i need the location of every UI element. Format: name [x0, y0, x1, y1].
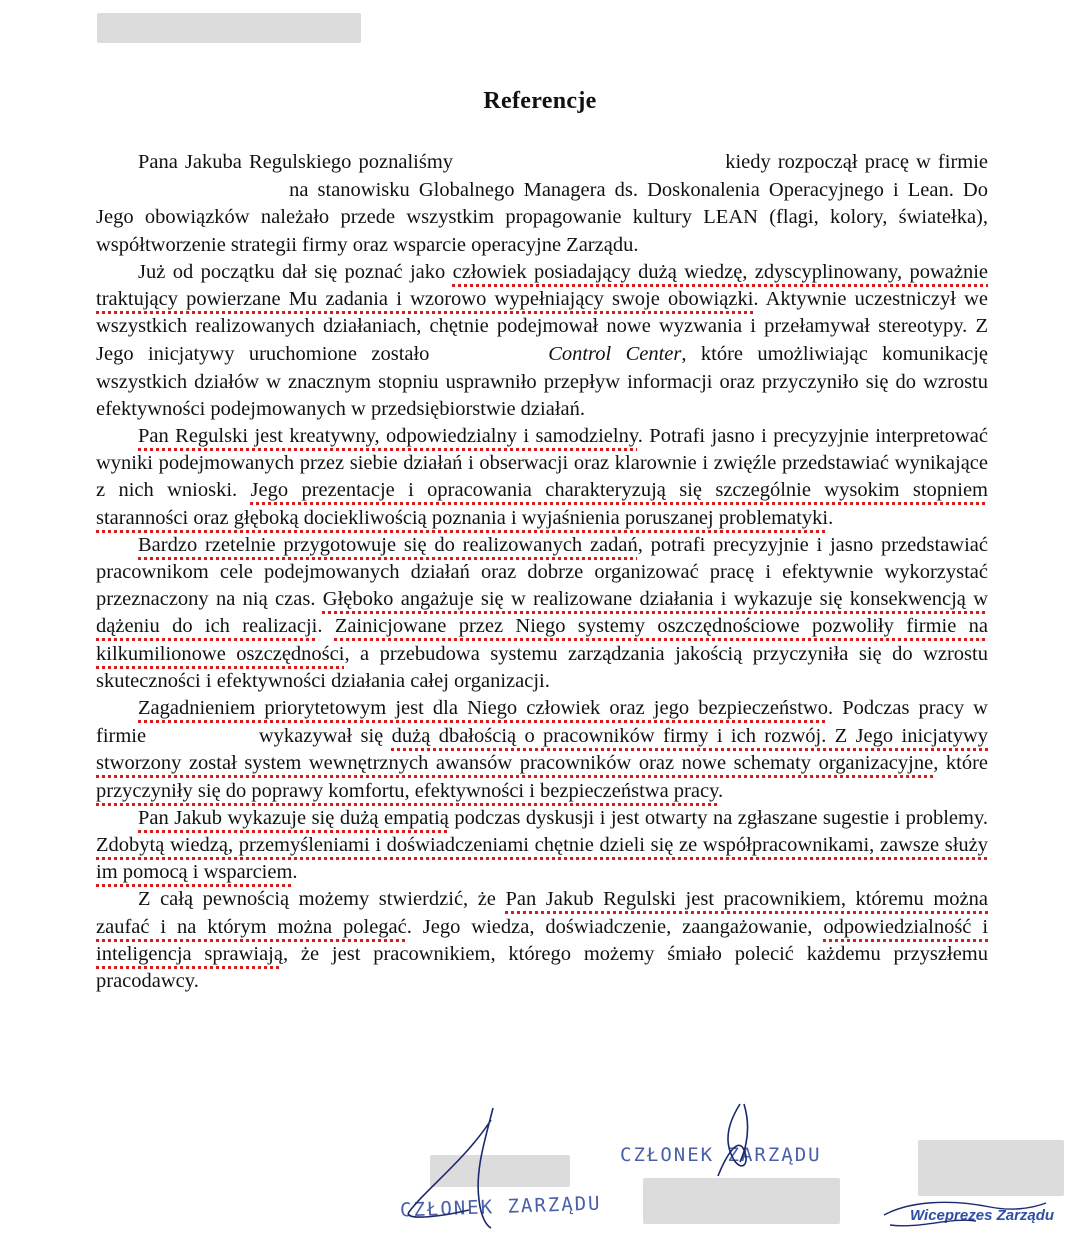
p4-highlight-1: Bardzo rzetelnie przygotowuje się do realizowanych zadań	[138, 533, 638, 556]
signature-3-icon	[880, 1195, 1050, 1235]
p7-text-a: Z całą pewnością możemy stwierdzić, że	[138, 888, 496, 911]
p5-highlight-2: dużą dbałością o pracowników firmy i ich rozwój. Z Jego inicjatywy stworzony został system wewnętrznych awansów pracowników oraz nowe schematy organizacyjne	[96, 725, 989, 775]
p4-text-b: .	[317, 615, 323, 638]
p7-text-c: , że jest pracownikiem, którego możemy śmiało polecić każdemu przyszłemu pracodawcy.	[96, 942, 988, 993]
control-center-term: Control Center	[548, 343, 682, 366]
stamp-vice-president: Wiceprezes Zarządu	[910, 1207, 1055, 1224]
letter-body	[96, 148, 988, 995]
redacted-signatory-2	[643, 1178, 840, 1224]
p1-text-c: na stanowisku Globalnego Managera ds. Doskonalenia Operacyjnego i Lean. Do Jego obowiązków należało przede wszystkim propagowanie kultury LEAN (flagi, kolory, światełka), współtworzenie strategii firmy oraz wsparcie operacyjne Zarządu.	[96, 179, 988, 256]
redacted-company	[96, 176, 280, 202]
paragraph-7	[96, 886, 988, 995]
paragraph-5	[96, 695, 988, 805]
paragraph-1	[96, 148, 988, 259]
p6-highlight-1: Pan Jakub wykazuje się dużą empatią	[138, 806, 449, 829]
signature-2-icon	[700, 1100, 780, 1180]
paragraph-2	[96, 259, 988, 423]
p6-highlight-2: Zdobytą wiedzą, przemyśleniami i doświadczeniami chętnie dzieli się ze współpracownikami, zawsze służy im pomocą i wsparciem	[96, 834, 988, 884]
p2-text-d: , które umożliwiając komunikację wszystkich działów w znacznym stopniu usprawniło przepływ informacji oraz przyczyniło się do wzrostu efektywności podejmowanych w przedsiębiorstwie działań.	[96, 343, 989, 420]
p4-highlight-3: Zainicjowane przez Niego systemy oszczędnościowe pozwoliły firmie na kilkumilionowe oszczędności	[96, 615, 989, 665]
p6-text-a: podczas dyskusji i jest otwarty na zgłaszane sugestie i problemy.	[448, 806, 988, 829]
p5-text-b: wykazywał się	[258, 725, 384, 748]
p3-text-b: .	[828, 506, 834, 529]
p1-text-b: kiedy rozpoczął pracę w firmie	[725, 151, 989, 173]
p6-text-b: .	[292, 861, 298, 884]
p3-text-a: . Potrafi jasno i precyzyjnie interpretować wyniki podejmowanych przez siebie działań i obserwacji oraz klarownie i zwięźle przedstawiać wynikające z nich wnioski.	[96, 425, 988, 502]
redacted-date	[460, 148, 718, 174]
p3-highlight-1: Pan Regulski jest kreatywny, odpowiedzialny i samodzielny	[138, 425, 638, 448]
paragraph-4	[96, 532, 988, 695]
stamp-board-member-1: CZŁONEK ZARZĄDU	[399, 1192, 602, 1222]
stamp-board-member-2: CZŁONEK ZARZĄDU	[620, 1144, 822, 1166]
p4-highlight-2: Głęboko angażuje się w realizowane działania i wykazuje się konsekwencją w dążeniu do ich realizacji	[96, 588, 988, 638]
p5-highlight-3: przyczyniły się do poprawy komfortu, efektywności i bezpieczeństwa pracy	[96, 779, 718, 802]
p4-text-c: , a przebudowa systemu zarządzania jakością przyczyniła się do wzrostu skuteczności i efektywności działania całej organizacji.	[96, 642, 988, 692]
redacted-header	[97, 13, 361, 43]
redacted-company-2	[154, 722, 250, 748]
p5-text-d: .	[718, 779, 724, 802]
p3-highlight-2: Jego prezentacje i opracowania charakteryzują się szczególnie wysokim stopniem staranności oraz głęboką dociekliwością poznania i wyjaśnienia poruszanej problematyki	[96, 479, 988, 529]
redacted-company-name	[444, 340, 534, 366]
p4-text-a: , potrafi precyzyjnie i jasno przedstawiać pracownikom cele podejmowanych działań oraz dobrze organizować pracę i efektywnie wykorzystać przeznaczony na nią czas.	[96, 533, 988, 611]
paragraph-3	[96, 423, 988, 532]
p5-text-c: , które	[933, 752, 988, 775]
redacted-signatory-3	[918, 1140, 1064, 1196]
signature-1-icon	[395, 1100, 515, 1230]
p5-text-a: . Podczas pracy w firmie	[96, 697, 988, 748]
p5-highlight-1: Zagadnieniem priorytetowym jest dla Niego człowiek oraz jego bezpieczeństwo	[138, 697, 828, 720]
p2-text-b: . Aktywnie uczestniczył we wszystkich realizowanych działaniach, chętnie podejmował nowe wyzwania i przełamywał stereotypy. Z Jego inicjatywy uruchomione zostało	[96, 288, 988, 366]
p7-text-b: . Jego wiedza, doświadczenie, zaangażowanie,	[406, 915, 813, 938]
p2-text-a: Już od początku dał się poznać jako	[138, 260, 446, 283]
p2-highlight-1: człowiek posiadający dużą wiedzę, zdyscyplinowany, poważnie traktujący powierzane Mu zadania i wzorowo wypełniający swoje obowiązki	[96, 260, 989, 311]
page-title: Referencje	[483, 88, 597, 114]
paragraph-6	[96, 805, 988, 887]
p1-text-a: Pana Jakuba Regulskiego poznaliśmy	[138, 151, 454, 173]
p7-highlight-1: Pan Jakub Regulski jest pracownikiem, któremu można zaufać i na którym można polegać	[96, 888, 988, 938]
p7-highlight-2: odpowiedzialność i inteligencja sprawiają	[96, 915, 989, 965]
